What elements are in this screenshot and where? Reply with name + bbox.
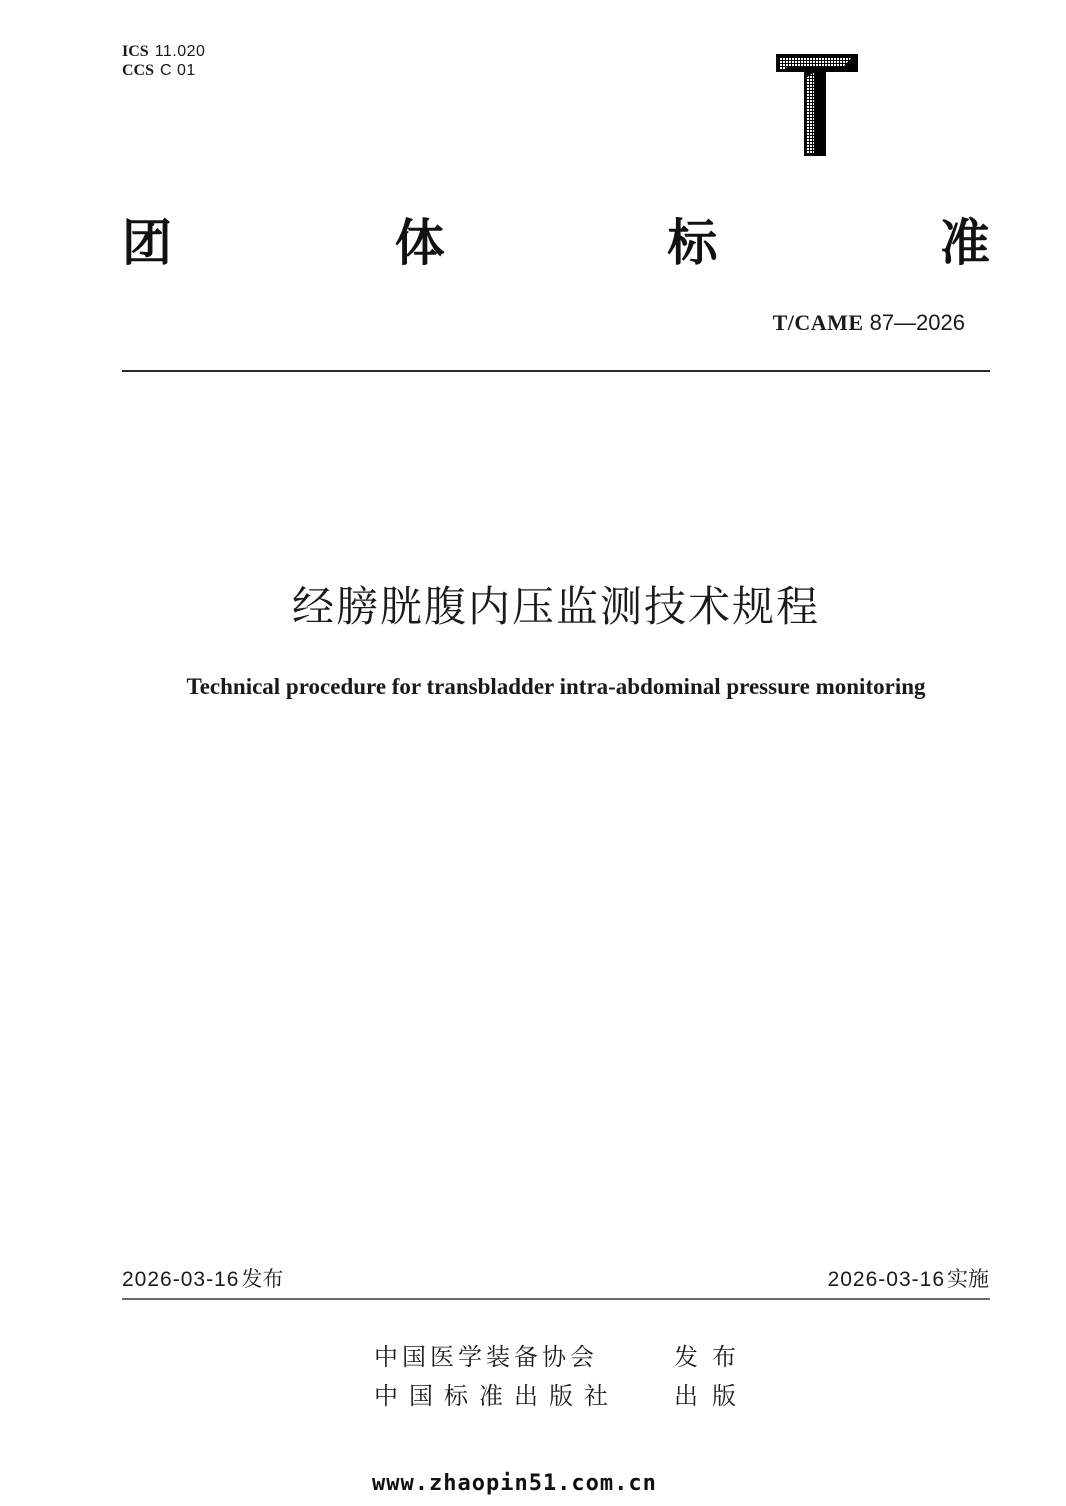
watermark-url: www.zhaopin51.com.cn	[372, 1471, 657, 1496]
title-chinese: 经膀胱腹内压监测技术规程	[291, 582, 820, 631]
title-english: Technical procedure for transbladder intra-abdominal pressure monitoring	[186, 674, 926, 699]
publish-date	[122, 1265, 283, 1294]
classification-codes	[122, 42, 205, 80]
publish-date-label: 发布	[241, 1267, 284, 1291]
standard-number-prefix: T/CAME	[772, 310, 864, 335]
publisher-name: 中国医学装备协会	[374, 1343, 598, 1371]
ics-value: 11.020	[154, 43, 206, 60]
printer-role: 出版	[674, 1382, 750, 1410]
ccs-code	[122, 61, 205, 80]
t-standard-mark-icon	[776, 54, 858, 156]
publish-date-value: 2026-03-16	[122, 1268, 240, 1291]
effective-date-value: 2026-03-16	[827, 1268, 945, 1291]
ics-label: ICS	[122, 43, 149, 60]
header-divider	[122, 370, 990, 372]
standard-type-char: 准	[939, 214, 990, 272]
standard-type-char: 标	[667, 214, 718, 272]
ccs-value: C 01	[160, 62, 196, 79]
effective-date	[828, 1265, 989, 1294]
standard-number-value: 87—2026	[869, 310, 965, 335]
printer-name: 中国标准出版社	[374, 1382, 619, 1410]
standard-type-char: 团	[122, 214, 172, 272]
ics-code	[122, 42, 205, 61]
standard-number	[773, 308, 965, 338]
standard-type-char: 体	[394, 214, 445, 272]
publisher-role: 发布	[674, 1343, 750, 1371]
effective-date-label: 实施	[947, 1267, 989, 1291]
footer-divider	[122, 1298, 990, 1300]
standard-type-heading	[122, 212, 990, 274]
ccs-label: CCS	[122, 62, 155, 79]
